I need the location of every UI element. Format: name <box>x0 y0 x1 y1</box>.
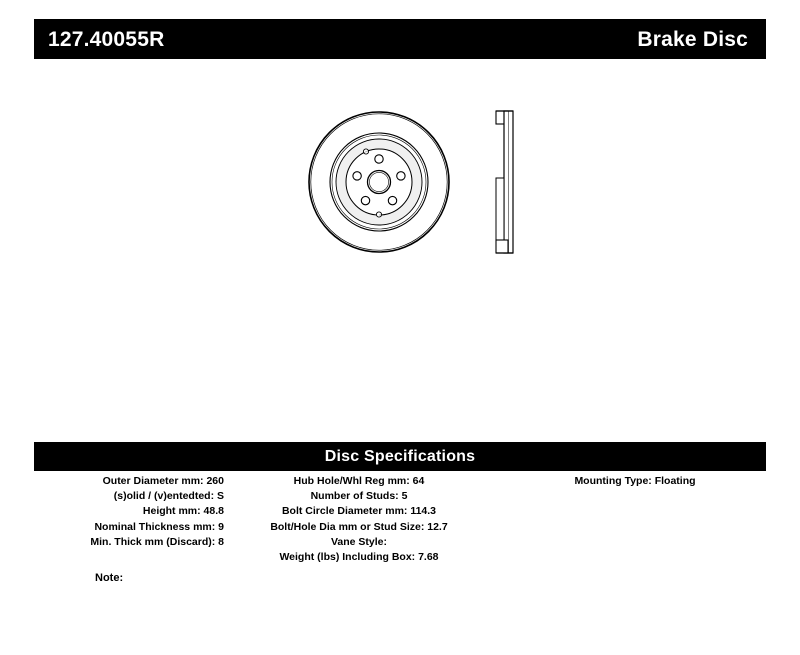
spec-item: Height mm: 48.8 <box>142 505 224 518</box>
spec-item: Min. Thick mm (Discard): 8 <box>90 535 224 548</box>
specifications-table <box>34 474 766 594</box>
spec-item: Number of Studs: 5 <box>310 490 408 503</box>
spec-item: Bolt Circle Diameter mm: 114.3 <box>281 505 437 518</box>
spec-item: Weight (lbs) Including Box: 7.68 <box>279 551 439 564</box>
specs-column-left <box>34 474 224 550</box>
specs-section-title: Disc Specifications <box>324 447 476 465</box>
page-title: Brake Disc <box>637 27 748 51</box>
spec-item: Bolt/Hole Dia mm or Stud Size: 12.7 <box>270 520 448 533</box>
spec-item: Nominal Thickness mm: 9 <box>94 520 224 533</box>
specs-column-right <box>504 474 766 489</box>
spec-item: (s)olid / (v)entedted: S <box>113 490 224 503</box>
brake-disc-drawing <box>34 70 766 430</box>
brake-disc-technical-drawing <box>34 70 766 430</box>
spec-item: Vane Style: <box>330 535 388 548</box>
spec-item: Outer Diameter mm: 260 <box>102 475 224 487</box>
specs-column-middle <box>234 474 484 565</box>
note-label: Note: <box>95 572 124 584</box>
header-bar <box>34 19 766 59</box>
disc-specifications-bar <box>34 442 766 471</box>
spec-item: Hub Hole/Whl Reg mm: 64 <box>293 475 425 487</box>
spec-item: Mounting Type: Floating <box>574 475 696 487</box>
part-number: 127.40055R <box>48 27 165 51</box>
